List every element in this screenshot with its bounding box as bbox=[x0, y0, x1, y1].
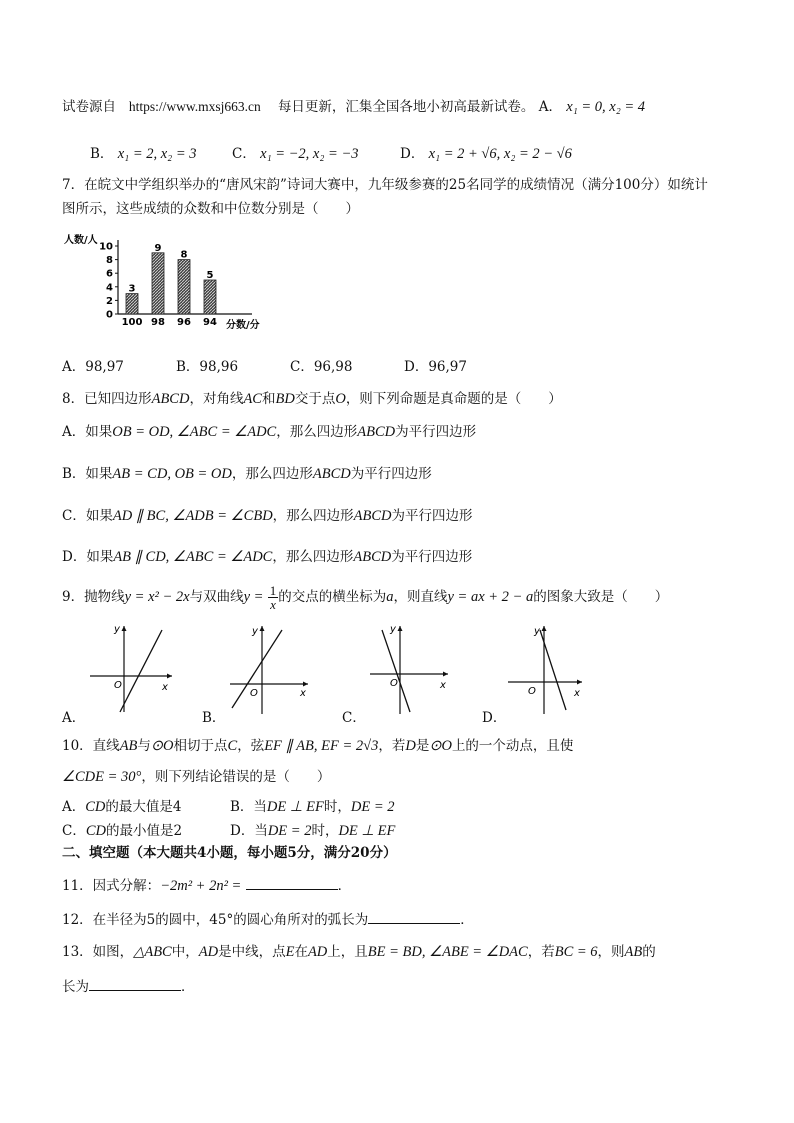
q9-stem-part: 与双曲线 bbox=[189, 589, 244, 605]
q8-option-c[interactable] bbox=[62, 507, 473, 525]
q10-point-c: C bbox=[227, 738, 238, 754]
q10-stem-part: 相切于点 bbox=[173, 738, 228, 754]
x-axis-label: x bbox=[440, 680, 446, 691]
q10-stem-line2 bbox=[62, 768, 330, 786]
q9-hyperbola-fraction bbox=[268, 584, 279, 611]
origin-label: O bbox=[114, 680, 122, 691]
header-line bbox=[62, 98, 645, 116]
score-bar-chart bbox=[62, 234, 278, 330]
q9-stem-part: 9．抛物线 bbox=[62, 589, 125, 605]
q8-quad-name: ABCD bbox=[151, 391, 190, 407]
q10-option-b-math2: DE = 2 bbox=[350, 799, 395, 815]
y-tick-label: 8 bbox=[106, 255, 113, 267]
q10-option-a-text: 的最大值是4 bbox=[105, 799, 182, 815]
q11-stem: 11．因式分解： bbox=[62, 878, 161, 894]
q9-option-b-label[interactable]: B． bbox=[202, 710, 226, 726]
x-axis-label: x bbox=[162, 682, 168, 693]
source-label: 试卷源自 bbox=[62, 99, 116, 115]
y-tick-label: 2 bbox=[106, 295, 113, 307]
q10-option-b-math: DE ⊥ EF bbox=[266, 799, 324, 815]
q8-stem-part: 交于点 bbox=[294, 391, 336, 407]
q8-option-d-prefix: D．如果 bbox=[62, 549, 114, 565]
q11-expression: −2m² + 2n² = bbox=[160, 878, 242, 894]
q8-option-b-tail: 为平行四边形 bbox=[350, 466, 432, 482]
q13-median-ad-2: AD bbox=[307, 944, 328, 960]
q10-option-c-cd: CD bbox=[85, 823, 106, 839]
q11-tail: ． bbox=[337, 878, 352, 894]
q8-stem-part: ，则下列命题是真命题的是（ ） bbox=[345, 391, 562, 407]
q8-option-c-quad: ABCD bbox=[353, 508, 392, 524]
bar-data-label: 3 bbox=[128, 283, 136, 295]
q7-option-a[interactable]: A．98,97 bbox=[62, 359, 124, 375]
q9-stem-part: 的交点的横坐标为 bbox=[278, 589, 387, 605]
y-axis-arrow-icon bbox=[398, 626, 403, 631]
q8-point-o: O bbox=[335, 391, 346, 407]
q13-line2 bbox=[62, 978, 195, 996]
q13-stem-part: ，则 bbox=[597, 944, 625, 960]
q10-option-c-text: 的最小值是2 bbox=[106, 823, 183, 839]
q13-tail: ． bbox=[181, 979, 195, 995]
q9-graph-b[interactable] bbox=[226, 622, 318, 714]
q8-option-d-tail: 为平行四边形 bbox=[391, 549, 473, 565]
q9-hyperbola-lhs: y = bbox=[243, 589, 264, 605]
q10-option-a-cd: CD bbox=[85, 799, 106, 815]
q10-option-b[interactable] bbox=[230, 795, 394, 816]
y-tick-label: 6 bbox=[106, 268, 113, 280]
q9-option-a-label[interactable]: A． bbox=[62, 710, 86, 726]
q9-option-c-label[interactable]: C． bbox=[342, 710, 366, 726]
q10-option-b-text: B．当 bbox=[230, 799, 267, 815]
q9-graph-a[interactable] bbox=[86, 622, 178, 714]
q13-line2-text: 长为 bbox=[62, 979, 89, 995]
y-axis-arrow-icon bbox=[260, 626, 265, 631]
q9-stem bbox=[62, 582, 668, 612]
q8-stem-part: ，对角线 bbox=[189, 391, 244, 407]
bar bbox=[178, 260, 190, 314]
bar-data-label: 8 bbox=[180, 249, 188, 261]
y-axis-arrow-icon bbox=[542, 626, 547, 631]
q13-stem-part: 是中线，点 bbox=[218, 944, 286, 960]
q8-stem-part: 和 bbox=[261, 391, 276, 407]
q10-stem-line1 bbox=[62, 737, 573, 755]
x-axis-arrow-icon bbox=[303, 682, 308, 687]
q9-option-d-label[interactable]: D． bbox=[482, 710, 507, 726]
q6-option-d-label: D． bbox=[400, 146, 425, 162]
q8-stem bbox=[62, 390, 562, 408]
q8-option-c-math: AD ∥ BC, ∠ADB = ∠CBD bbox=[112, 508, 273, 524]
q8-option-d-math: AB ∥ CD, ∠ABC = ∠ADC bbox=[113, 549, 273, 565]
q10-circle-o: ⊙O bbox=[150, 738, 174, 754]
bar bbox=[204, 280, 216, 314]
q7-stem-line1: 7．在皖文中学组织举办的“唐风宋韵”诗词大赛中，九年级参赛的25名同学的成绩情况（满分100分）如统计 bbox=[62, 177, 708, 193]
q10-stem-part: ，弦 bbox=[237, 738, 265, 754]
q13-stem-part: 上，且 bbox=[327, 944, 368, 960]
q10-option-d-text2: 时， bbox=[311, 823, 339, 839]
x-axis-arrow-icon bbox=[167, 674, 172, 679]
chart-y-axis-label: 人数/人 bbox=[64, 235, 98, 246]
q13-ab: AB bbox=[624, 944, 643, 960]
q10-stem-part: ，则下列结论错误的是（ ） bbox=[141, 769, 331, 785]
q12-tail: ． bbox=[460, 912, 474, 928]
x-axis-label: x bbox=[574, 688, 580, 699]
origin-label: O bbox=[250, 688, 258, 699]
q13-line1 bbox=[62, 943, 656, 961]
q8-option-c-prefix: C．如果 bbox=[62, 508, 113, 524]
q9-stem-part: ，则直线 bbox=[393, 589, 448, 605]
q13-stem-part: ，若 bbox=[527, 944, 555, 960]
x-tick-label: 96 bbox=[177, 317, 191, 328]
q9-stem-part: 的图象大致是（ ） bbox=[533, 589, 669, 605]
q12-answer-blank[interactable] bbox=[368, 911, 460, 924]
q8-option-a-prefix: A．如果 bbox=[62, 424, 113, 440]
q8-diag-bd: BD bbox=[275, 391, 295, 407]
y-axis-label: y bbox=[252, 626, 258, 637]
fraction-numerator: 1 bbox=[269, 583, 277, 598]
q13-condition: BE = BD, ∠ABE = ∠DAC bbox=[367, 944, 528, 960]
q10-ef-condition: EF ∥ AB, EF = 2√3 bbox=[264, 738, 379, 754]
q10-option-a-label: A． bbox=[62, 799, 86, 815]
bar bbox=[152, 253, 164, 314]
q8-diag-ac: AC bbox=[243, 391, 262, 407]
q8-option-a-quad: ABCD bbox=[357, 424, 396, 440]
q10-stem-part: 与 bbox=[137, 738, 151, 754]
q8-option-a-suffix: ，那么四边形 bbox=[276, 424, 358, 440]
fraction-denominator: x bbox=[270, 597, 276, 612]
q11 bbox=[62, 877, 351, 895]
q8-option-a-tail: 为平行四边形 bbox=[395, 424, 477, 440]
chart-x-axis-label: 分数/分 bbox=[226, 320, 260, 330]
q6-option-d-math: x₁ = 2 + √6, x₂ = 2 − √6 bbox=[428, 146, 572, 162]
q9-var-a: a bbox=[386, 589, 394, 605]
q7-option-d[interactable]: D．96,97 bbox=[404, 359, 467, 375]
q6-option-a-math: x₁ = 0, x₂ = 4 bbox=[566, 99, 646, 115]
x-tick-label: 94 bbox=[203, 317, 217, 328]
x-tick-label: 98 bbox=[151, 317, 165, 328]
q6-option-a-label: A． bbox=[538, 99, 562, 115]
y-axis-label: y bbox=[390, 624, 396, 635]
q8-option-c-tail: 为平行四边形 bbox=[391, 508, 473, 524]
slogan: 每日更新，汇集全国各地小初高最新试卷。 bbox=[277, 99, 535, 115]
graph-line bbox=[382, 630, 410, 712]
x-axis-label: x bbox=[300, 688, 306, 699]
q13-triangle: △ABC bbox=[133, 944, 172, 960]
q10-point-d: D bbox=[405, 738, 416, 754]
q10-line-ab: AB bbox=[119, 738, 138, 754]
q8-option-b-prefix: B．如果 bbox=[62, 466, 113, 482]
q10-stem-part: 10．直线 bbox=[62, 738, 120, 754]
q6-option-d[interactable] bbox=[400, 142, 572, 163]
q8-option-b[interactable] bbox=[62, 465, 432, 483]
q8-option-d-suffix: ，那么四边形 bbox=[272, 549, 354, 565]
origin-label: O bbox=[528, 686, 536, 697]
graph-line bbox=[120, 630, 162, 712]
q6-option-b-label: B． bbox=[90, 146, 114, 162]
q10-stem-part: 上的一个动点，且使 bbox=[451, 738, 574, 754]
q7-option-c[interactable]: C．96,98 bbox=[290, 359, 353, 375]
q10-option-c-label: C． bbox=[62, 823, 86, 839]
q13-stem-part: 的 bbox=[642, 944, 656, 960]
q9-graph-c[interactable] bbox=[366, 622, 458, 714]
q13-median-ad: AD bbox=[198, 944, 219, 960]
source-url[interactable]: https://www.mxsj663.cn bbox=[128, 99, 261, 114]
section-2-title: 二、填空题（本大题共4小题，每小题5分，满分20分） bbox=[62, 845, 397, 861]
q10-option-d-math2: DE ⊥ EF bbox=[338, 823, 396, 839]
q8-option-c-suffix: ，那么四边形 bbox=[272, 508, 354, 524]
bar-data-label: 5 bbox=[206, 270, 214, 281]
q8-option-a-math: OB = OD, ∠ABC = ∠ADC bbox=[112, 424, 277, 440]
q10-option-b-text2: 时， bbox=[323, 799, 351, 815]
q8-stem-part: 8．已知四边形 bbox=[62, 391, 152, 407]
q12-stem: 12．在半径为5的圆中，45°的圆心角所对的弧长为 bbox=[62, 912, 369, 928]
y-tick-label: 0 bbox=[106, 309, 113, 321]
x-axis-arrow-icon bbox=[443, 672, 448, 677]
q10-option-d-text: D．当 bbox=[230, 823, 268, 839]
q10-stem-part: ，若 bbox=[378, 738, 406, 754]
x-axis-arrow-icon bbox=[577, 680, 582, 685]
x-tick-label: 100 bbox=[121, 317, 143, 328]
q10-circle-o-2: ⊙O bbox=[429, 738, 452, 754]
q10-angle-cde: ∠CDE = 30° bbox=[62, 769, 142, 785]
q13-stem-part: 在 bbox=[294, 944, 308, 960]
q13-answer-blank[interactable] bbox=[89, 978, 181, 991]
y-axis-arrow-icon bbox=[122, 626, 127, 631]
y-axis-label: y bbox=[114, 624, 120, 635]
q12 bbox=[62, 911, 474, 929]
q10-option-c[interactable] bbox=[62, 819, 182, 840]
q6-option-b-math: x₁ = 2, x₂ = 3 bbox=[117, 146, 197, 162]
q8-option-b-math: AB = CD, OB = OD bbox=[112, 466, 232, 482]
q6-option-c[interactable] bbox=[232, 142, 358, 163]
q9-line-eq: y = ax + 2 − a bbox=[447, 589, 534, 605]
q9-graph-d[interactable] bbox=[506, 622, 598, 714]
y-tick-label: 10 bbox=[99, 241, 113, 253]
q6-option-b[interactable] bbox=[90, 142, 197, 163]
q7-option-b[interactable]: B．98,96 bbox=[176, 359, 239, 375]
q8-option-d-quad: ABCD bbox=[353, 549, 392, 565]
bar-data-label: 9 bbox=[154, 242, 162, 254]
y-tick-label: 4 bbox=[106, 282, 113, 294]
q7-stem-line2: 图所示，这些成绩的众数和中位数分别是（ ） bbox=[62, 201, 359, 217]
q6-option-c-math: x₁ = −2, x₂ = −3 bbox=[260, 146, 359, 162]
q10-stem-part: 是 bbox=[415, 738, 430, 754]
q10-option-d-math: DE = 2 bbox=[267, 823, 312, 839]
origin-label: O bbox=[390, 678, 398, 689]
q8-option-b-suffix: ，那么四边形 bbox=[231, 466, 313, 482]
y-axis-label: y bbox=[534, 626, 540, 637]
q10-option-d[interactable] bbox=[230, 819, 395, 840]
q8-option-d[interactable] bbox=[62, 548, 472, 566]
q6-option-c-label: C． bbox=[232, 146, 256, 162]
q10-option-a[interactable] bbox=[62, 795, 182, 816]
q9-parabola: y = x² − 2x bbox=[124, 589, 190, 605]
bar bbox=[126, 294, 138, 314]
q13-stem-part: 中， bbox=[171, 944, 199, 960]
q8-option-a[interactable] bbox=[62, 423, 476, 441]
q13-bc-value: BC = 6 bbox=[554, 944, 598, 960]
q13-point-e: E bbox=[285, 944, 295, 960]
q8-option-b-quad: ABCD bbox=[312, 466, 351, 482]
q13-stem-part: 13．如图， bbox=[62, 944, 134, 960]
q11-answer-blank[interactable] bbox=[246, 877, 338, 890]
